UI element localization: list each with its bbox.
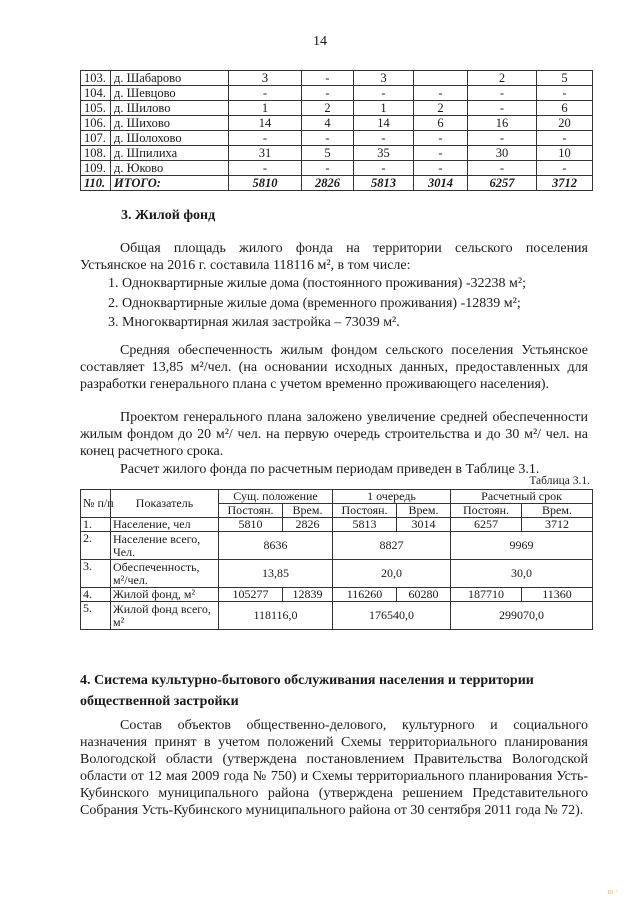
merged-value-cell: 8636	[219, 532, 333, 560]
value-cell: 2826	[302, 176, 354, 191]
value-cell: -	[302, 86, 354, 101]
value-cell: 2826	[283, 518, 333, 532]
indicator-cell: Население всего, Чел.	[111, 532, 219, 560]
value-cell: 3	[229, 71, 302, 86]
table-row	[81, 146, 593, 161]
value-cell: 3	[354, 71, 414, 86]
settlement-name-cell: д. Шилово	[111, 101, 229, 116]
list-item: 1. Одноквартирные жилые дома (постоянного проживания) -32238 м²;	[108, 276, 526, 291]
table-row	[81, 161, 593, 176]
value-cell: 5810	[219, 518, 283, 532]
value-cell: 6	[414, 116, 468, 131]
value-cell: 2	[468, 71, 537, 86]
row-number-cell: 109.	[81, 161, 111, 176]
row-number-cell: 108.	[81, 146, 111, 161]
scan-corner-mark: ю ·	[607, 887, 618, 896]
value-cell: -	[302, 71, 354, 86]
settlement-name-cell: д. Шихово	[111, 116, 229, 131]
merged-value-cell: 8827	[333, 532, 451, 560]
value-cell: -	[229, 131, 302, 146]
value-cell: -	[414, 161, 468, 176]
value-cell: 12839	[283, 588, 333, 602]
table-3-1-caption: Таблица 3.1.	[529, 475, 590, 487]
table-row	[81, 518, 593, 532]
row-number-cell: 2.	[81, 532, 111, 560]
value-cell: 1	[229, 101, 302, 116]
value-cell: -	[537, 131, 593, 146]
value-cell: 4	[302, 116, 354, 131]
merged-value-cell: 30,0	[451, 560, 593, 588]
header-number-cell: № п/п	[81, 490, 111, 518]
value-cell: 31	[229, 146, 302, 161]
merged-value-cell: 13,85	[219, 560, 333, 588]
merged-value-cell: 176540,0	[333, 602, 451, 630]
row-number-cell: 4.	[81, 588, 111, 602]
settlement-name-cell: ИТОГО:	[111, 176, 229, 191]
indicator-cell: Жилой фонд всего, м²	[111, 602, 219, 630]
value-cell: 187710	[451, 588, 522, 602]
value-cell: 11360	[522, 588, 593, 602]
table-row	[81, 131, 593, 146]
value-cell: -	[354, 86, 414, 101]
row-number-cell: 3.	[81, 560, 111, 588]
section-4-heading: 4. Система культурно-бытового обслуживания населения и территории общественной застройки	[80, 673, 534, 709]
value-cell: -	[302, 131, 354, 146]
value-cell: 3014	[397, 518, 451, 532]
value-cell: 5813	[354, 176, 414, 191]
value-cell: 105277	[219, 588, 283, 602]
header-indicator-cell: Показатель	[111, 490, 219, 518]
indicator-cell: Население, чел	[111, 518, 219, 532]
merged-value-cell: 9969	[451, 532, 593, 560]
table-header-row	[81, 490, 593, 504]
merged-value-cell: 118116,0	[219, 602, 333, 630]
section-3-heading: 3. Жилой фонд	[121, 208, 216, 223]
value-cell: 2	[302, 101, 354, 116]
value-cell: -	[414, 86, 468, 101]
table-row	[81, 176, 593, 191]
value-cell: 14	[354, 116, 414, 131]
header-period-cell: 1 очередь	[333, 490, 451, 504]
value-cell: 2	[414, 101, 468, 116]
value-cell: 3712	[537, 176, 593, 191]
value-cell: 20	[537, 116, 593, 131]
housing-table-3-1	[80, 489, 593, 630]
list-item: 2. Одноквартирные жилые дома (временного проживания) -12839 м²;	[108, 295, 521, 311]
table-row	[81, 560, 593, 588]
table-row	[81, 532, 593, 560]
header-subcolumn-cell: Постоян.	[451, 504, 522, 518]
value-cell: 6257	[451, 518, 522, 532]
table-row	[81, 116, 593, 131]
header-subcolumn-cell: Постоян.	[219, 504, 283, 518]
value-cell: 116260	[333, 588, 397, 602]
value-cell: -	[229, 161, 302, 176]
table-row	[81, 602, 593, 630]
row-number-cell: 105.	[81, 101, 111, 116]
settlement-name-cell: д. Шевцово	[111, 86, 229, 101]
row-number-cell: 107.	[81, 131, 111, 146]
value-cell: 16	[468, 116, 537, 131]
settlement-name-cell: д. Шолохово	[111, 131, 229, 146]
merged-value-cell: 20,0	[333, 560, 451, 588]
value-cell: -	[414, 131, 468, 146]
table-row	[81, 71, 593, 86]
settlement-name-cell: д. Шабарово	[111, 71, 229, 86]
row-number-cell: 1.	[81, 518, 111, 532]
table-row	[81, 588, 593, 602]
indicator-cell: Жилой фонд, м²	[111, 588, 219, 602]
value-cell: 3712	[522, 518, 593, 532]
row-number-cell: 5.	[81, 602, 111, 630]
value-cell: 1	[354, 101, 414, 116]
header-subcolumn-cell: Врем.	[397, 504, 451, 518]
value-cell: -	[468, 86, 537, 101]
value-cell	[414, 71, 468, 86]
value-cell: 3014	[414, 176, 468, 191]
table-row	[81, 86, 593, 101]
value-cell: 5	[302, 146, 354, 161]
value-cell: -	[302, 161, 354, 176]
value-cell: -	[229, 86, 302, 101]
row-number-cell: 110.	[81, 176, 111, 191]
page-number: 14	[313, 34, 327, 49]
settlement-name-cell: д. Юково	[111, 161, 229, 176]
value-cell: 6	[537, 101, 593, 116]
settlements-table	[80, 70, 593, 191]
header-period-cell: Сущ. положение	[219, 490, 333, 504]
value-cell: -	[354, 131, 414, 146]
header-period-cell: Расчетный срок	[451, 490, 593, 504]
row-number-cell: 106.	[81, 116, 111, 131]
settlement-name-cell: д. Шпилиха	[111, 146, 229, 161]
value-cell: 5813	[333, 518, 397, 532]
list-item: 3. Многоквартирная жилая застройка – 73039 м².	[108, 315, 400, 330]
header-subcolumn-cell: Врем.	[522, 504, 593, 518]
header-subcolumn-cell: Постоян.	[333, 504, 397, 518]
value-cell: 14	[229, 116, 302, 131]
housing-list	[108, 274, 526, 333]
value-cell: 5	[537, 71, 593, 86]
section-4-paragraph-1: Состав объектов общественно-делового, культурного и социального назначения принят в учетом положений Схемы территориального планирования Вологодской области (утверждена постановлением Правительства Вологодской области от 12 мая 2009 года № 750) и Схемы территориального планирования Усть-Кубинского муниципального района (утверждена решением Представительного Собрания Усть-Кубинского муниципального района от 30 сентября 2011 года № 72).	[80, 718, 588, 818]
merged-value-cell: 299070,0	[451, 602, 593, 630]
value-cell: 6257	[468, 176, 537, 191]
table-row	[81, 101, 593, 116]
section-3-intro: Общая площадь жилого фонда на территории сельского поселения Устьянское на 2016 г. составила 118116 м², в том числе:	[80, 241, 588, 273]
section-3-paragraph-4: Расчет жилого фонда по расчетным периодам приведен в Таблице 3.1.	[120, 462, 540, 477]
row-number-cell: 104.	[81, 86, 111, 101]
indicator-cell: Обеспеченность, м²/чел.	[111, 560, 219, 588]
value-cell: -	[468, 131, 537, 146]
value-cell: -	[414, 146, 468, 161]
value-cell: 30	[468, 146, 537, 161]
value-cell: -	[354, 161, 414, 176]
value-cell: 5810	[229, 176, 302, 191]
header-subcolumn-cell: Врем.	[283, 504, 333, 518]
value-cell: -	[468, 101, 537, 116]
value-cell: -	[537, 86, 593, 101]
value-cell: 35	[354, 146, 414, 161]
value-cell: 60280	[397, 588, 451, 602]
row-number-cell: 103.	[81, 71, 111, 86]
section-3-paragraph-2: Средняя обеспеченность жилым фондом сельского поселения Устьянское составляет 13,85 м²/чел. (на основании исходных данных, предоставленных для разработки генерального плана с учетом временно проживающего населения).	[80, 343, 588, 392]
value-cell: -	[537, 161, 593, 176]
section-3-paragraph-3: Проектом генерального плана заложено увеличение средней обеспеченности жилым фондом до 20 м²/ чел. на первую очередь строительства и до 30 м²/ чел. на конец расчетного срока.	[80, 410, 588, 459]
value-cell: 10	[537, 146, 593, 161]
value-cell: -	[468, 161, 537, 176]
